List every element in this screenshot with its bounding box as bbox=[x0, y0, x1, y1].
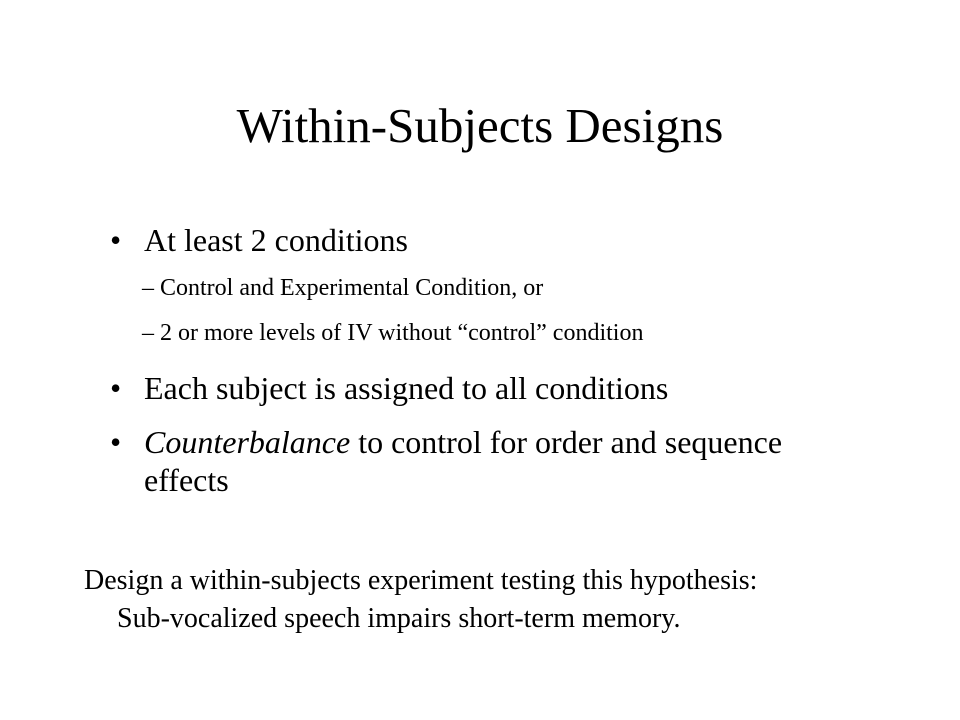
bullet-text-rest: to control for order and sequence bbox=[350, 424, 783, 460]
sub-bullet-text: Control and Experimental Condition, or bbox=[160, 275, 544, 301]
sub-bullet-text: 2 or more levels of IV without “control” condition bbox=[160, 320, 644, 346]
dash-mark: – bbox=[142, 275, 154, 301]
exercise-line1: Design a within-subjects experiment testing this hypothesis: bbox=[84, 565, 758, 596]
bullet-text-line2: effects bbox=[144, 462, 229, 498]
emphasis-counterbalance: Counterbalance bbox=[144, 424, 351, 460]
slide-title: Within-Subjects Designs bbox=[236, 98, 724, 153]
bullet-mark: • bbox=[110, 222, 122, 258]
dash-mark: – bbox=[142, 320, 154, 346]
exercise-note bbox=[84, 562, 758, 634]
bullet-text: Each subject is assigned to all conditions bbox=[144, 370, 669, 406]
bullet-mark: • bbox=[110, 424, 122, 460]
bullet-text bbox=[144, 423, 782, 461]
bullet-text: At least 2 conditions bbox=[144, 222, 408, 258]
bullet-mark: • bbox=[110, 370, 122, 406]
exercise-line2: Sub-vocalized speech impairs short-term memory. bbox=[117, 603, 681, 634]
